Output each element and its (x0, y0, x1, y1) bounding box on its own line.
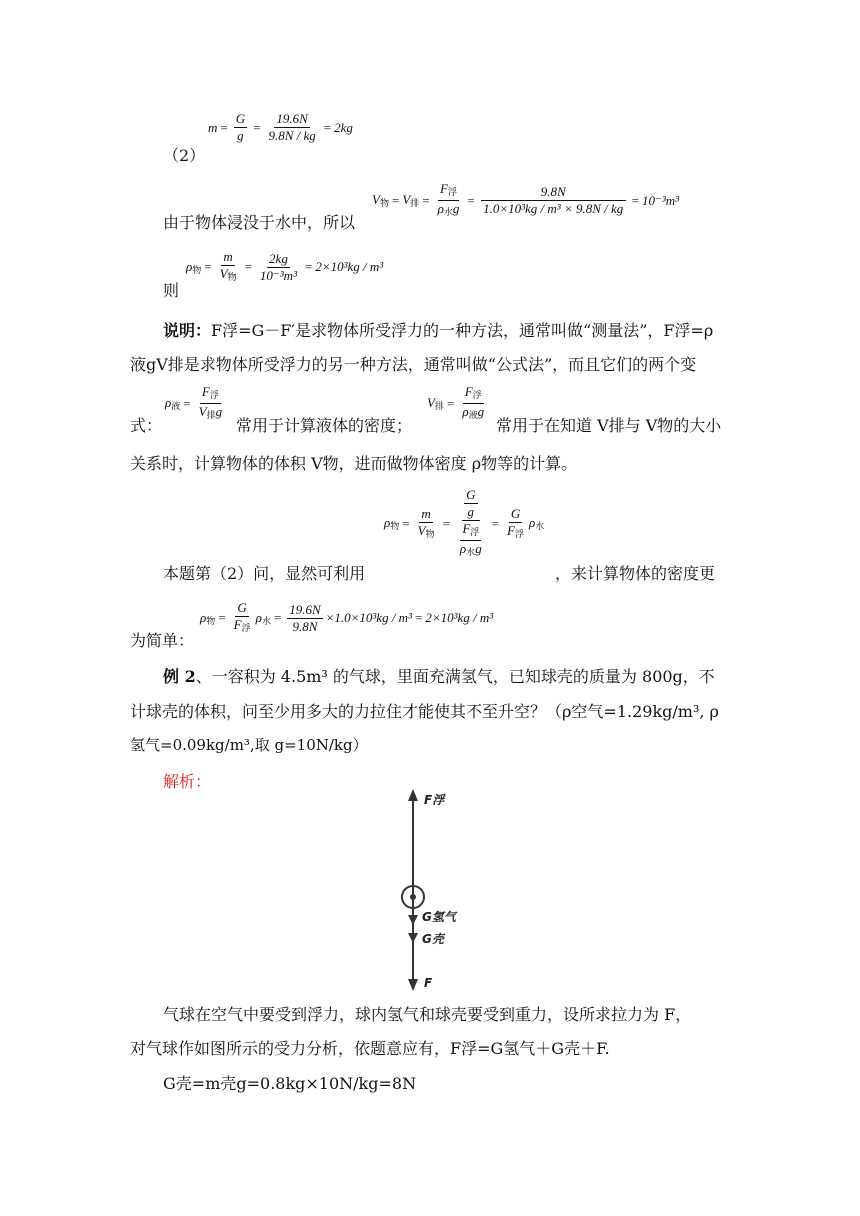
note-line-1: 说明：F浮=G－F′是求物体所受浮力的一种方法，通常叫做“测量法”，F浮=ρ (163, 321, 714, 340)
note-line-4: 关系时，计算物体的体积 V物，进而做物体密度 ρ物等的计算。 (130, 454, 578, 473)
formula-displaced-volume: $V_排$ = $\frac{F_浮}{\rho_液g}$ (427, 384, 485, 420)
submerged-line: 由于物体浸没于水中，所以 (163, 213, 356, 232)
label-pull-force: F (424, 976, 433, 990)
formula-liquid-density: $\rho_液$ = $\frac{F_浮}{V_排g}$ (165, 384, 223, 420)
then-label: 则 (163, 281, 180, 300)
example-2-line-2: 计球壳的体积，问至少用多大的力拉住才能使其不至升空？（ρ空气=1.29kg/m³, ρ (130, 702, 719, 721)
analysis-para-2: 对气球作如图所示的受力分析，依题意应有，F浮=G氢气＋G壳＋F. (130, 1039, 610, 1058)
note-line-2: 液gV排是求物体所受浮力的另一种方法，通常叫做“公式法”，而且它们的两个变 (130, 355, 697, 374)
arrow-up-icon (408, 789, 418, 801)
simple-label: 为简单： (130, 631, 195, 650)
part-2-label: （2） (163, 146, 206, 165)
note-line-3-mid: 常用于计算液体的密度； (236, 416, 413, 435)
equation-simple: $\rho_物$ = $\frac{G}{F_浮}$ $\rho_水$ = $\frac{19.6N}{9.8N}$ ×1.0×10³kg / m³ = 2×10³kg / m³ (200, 600, 494, 634)
equation-mass: m = $\frac{G}{g}$ = $\frac{19.6N}{9.8N / kg}$ = 2kg (208, 111, 353, 143)
note-line-3-suffix: 常用于在知道 V排与 V物的大小 (496, 416, 722, 435)
note-line-3-prefix: 式： (130, 416, 163, 435)
formula-compound-density: $\rho_物$ = $\frac{m}{V_物}$ = $\frac{\frac{G}{g}}{\frac{F_浮}{\rho_水g}}$ = $\frac{G}{F_浮}$ $\rho_水$ (384, 487, 545, 557)
part-2-suffix: ，来计算物体的密度更 (555, 564, 716, 583)
analysis-para-1: 气球在空气中要受到浮力，球内氢气和球壳要受到重力，设所求拉力为 F， (163, 1005, 692, 1024)
label-shell-weight: G壳 (422, 932, 444, 946)
label-hydrogen-weight: G氢气 (422, 910, 456, 924)
example-2-line-1: 例 2、一容积为 4.5m³ 的气球，里面充满氢气，已知球壳的质量为 800g，不 (163, 667, 715, 686)
equation-volume: $V_物$ = $V_排$ = $\frac{F_浮}{\rho_水g}$ = $\frac{9.8N}{\text{1.0×10³kg / m³ × 9.8N / kg}}$ = 10⁻³m³ (372, 181, 680, 217)
note-label: 说明： (163, 321, 212, 340)
equation-density: $\rho_物$ = $\frac{m}{V_物}$ = $\frac{2kg}{\text{10⁻³m³}}$ = 2×10³kg / m³ (186, 249, 384, 283)
arrow-down-icon (408, 915, 418, 925)
example-2-line-3: 氢气=0.09kg/m³,取 g=10N/kg） (130, 736, 368, 754)
force-diagram (395, 785, 465, 995)
example-2-label: 例 2 (163, 667, 196, 686)
part-2-prefix: 本题第（2）问，显然可利用 (163, 564, 366, 583)
analysis-para-3: G壳=m壳g=0.8kg×10N/kg=8N (163, 1074, 417, 1093)
analysis-label: 解析： (163, 772, 212, 791)
label-buoyancy: F浮 (424, 793, 445, 807)
